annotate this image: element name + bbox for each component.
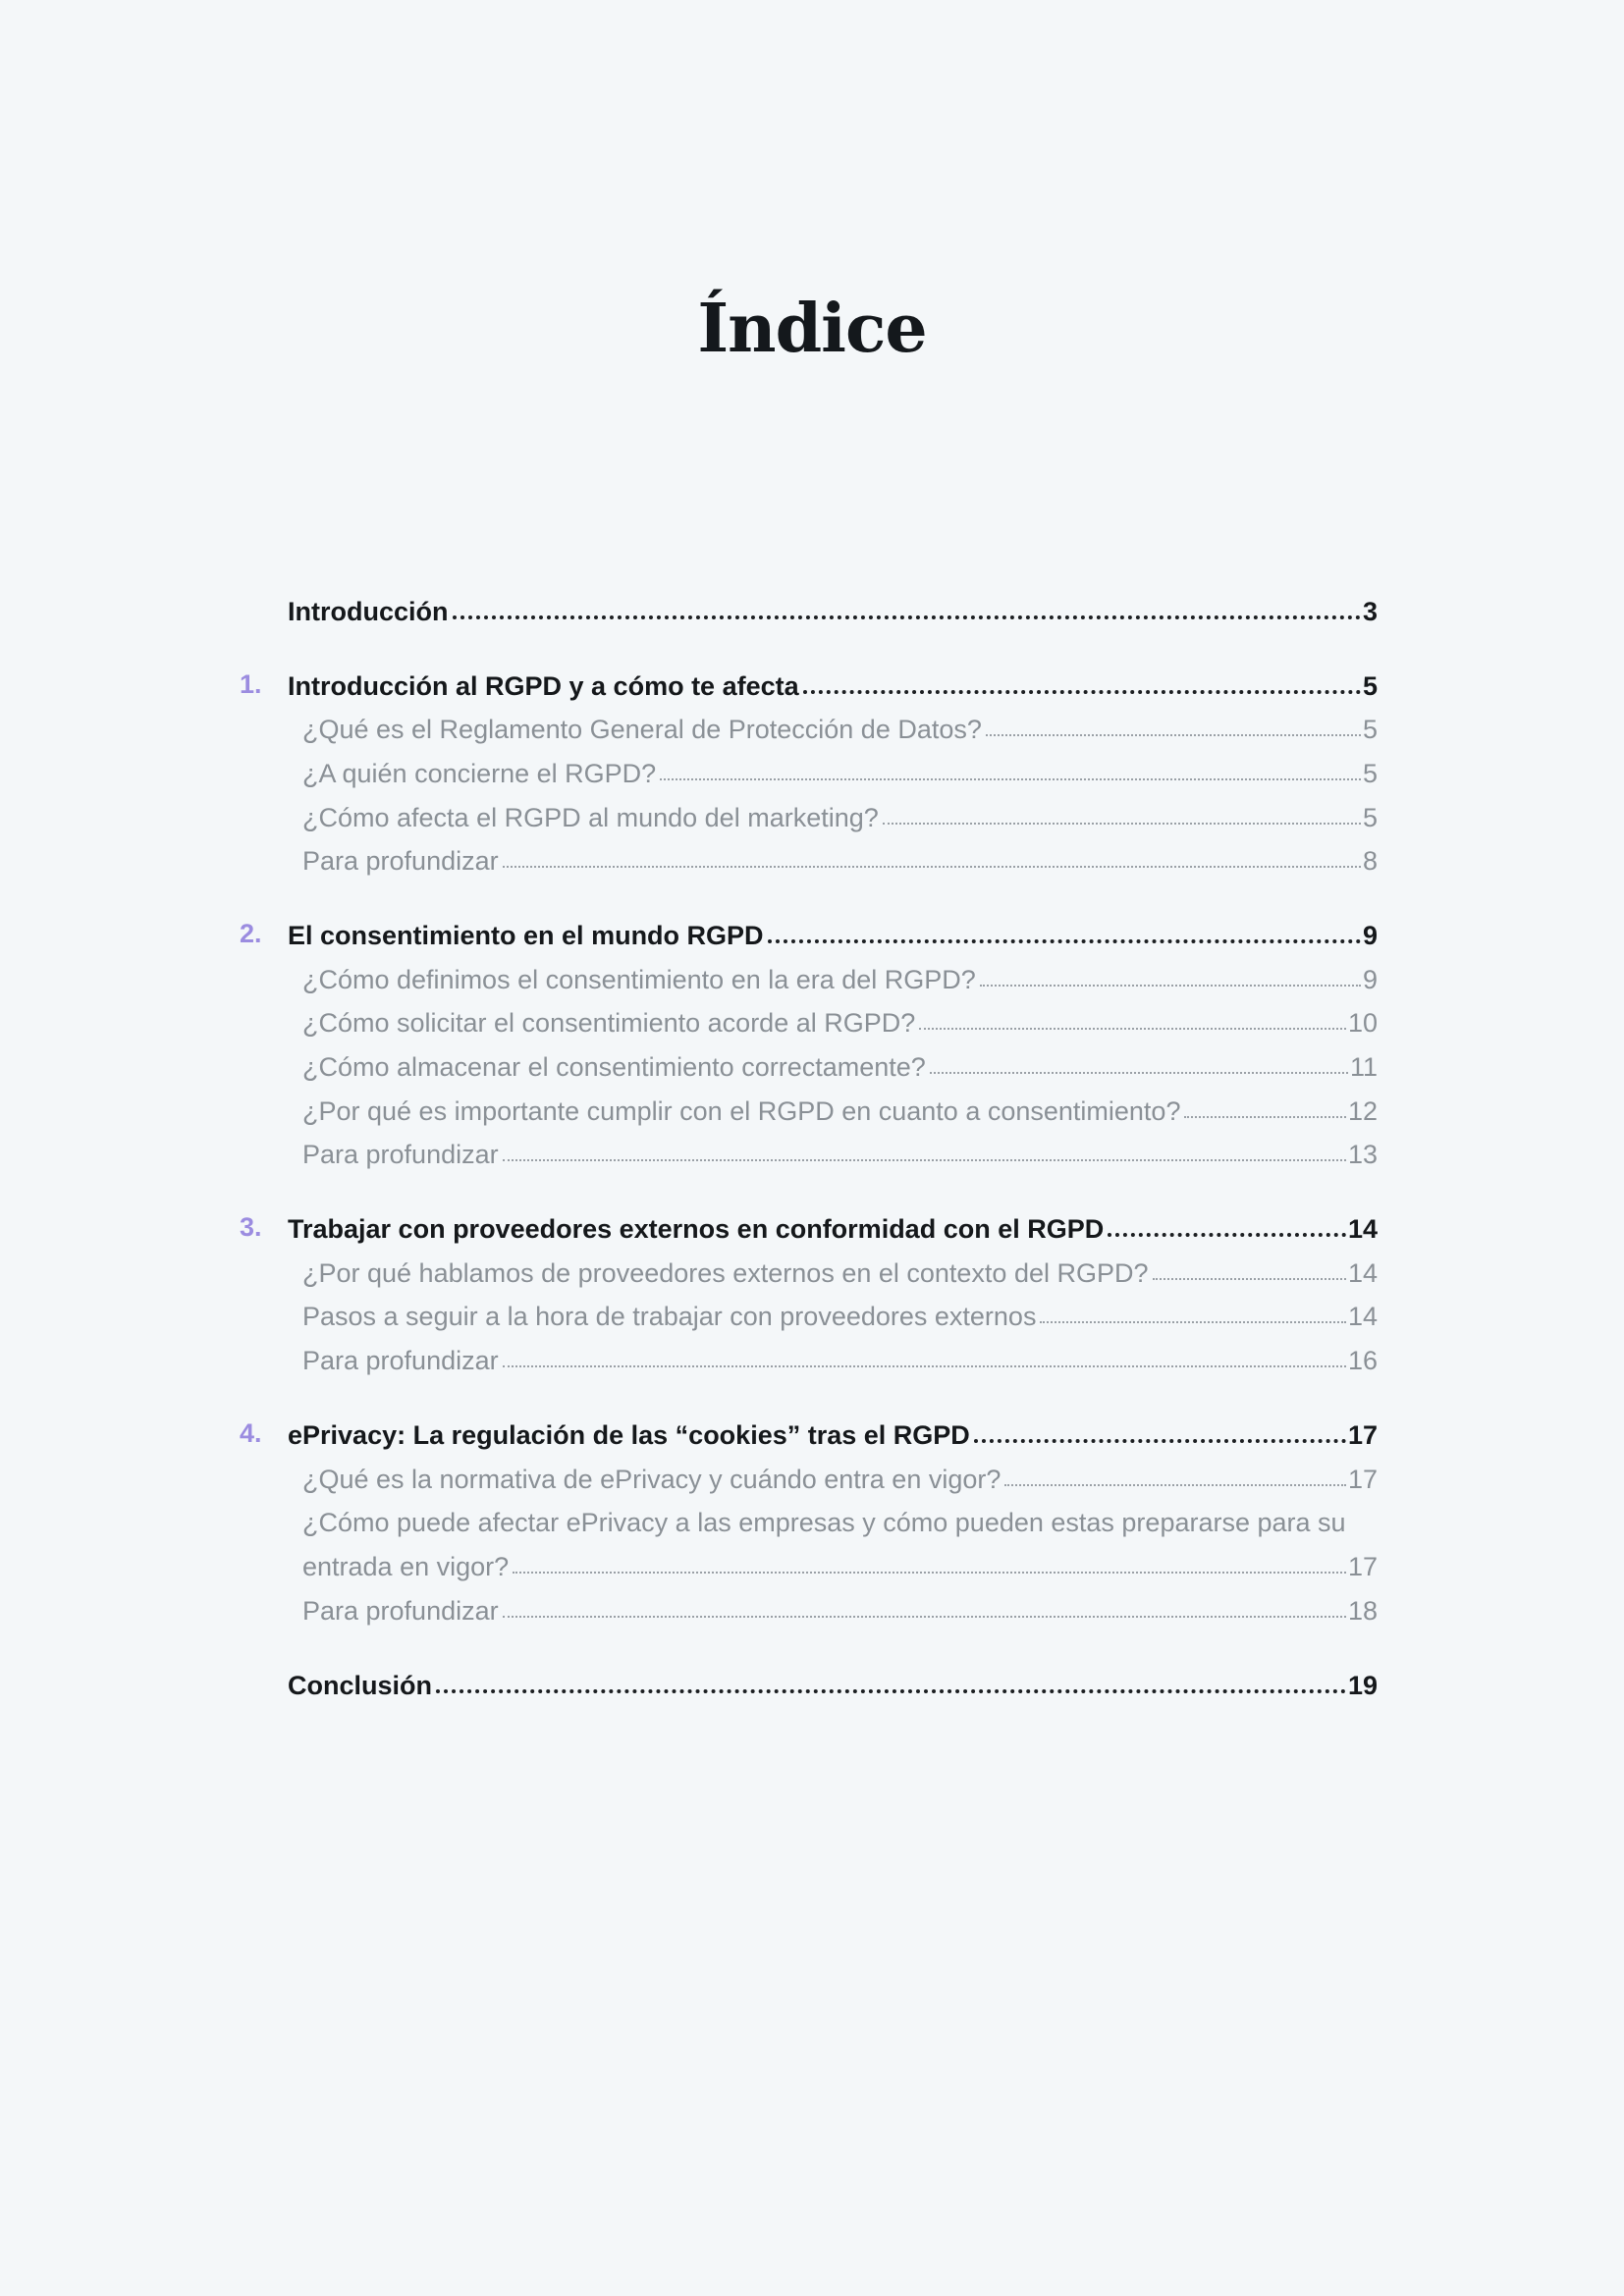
- toc-subentry[interactable]: Para profundizar 16: [302, 1346, 1378, 1375]
- dot-leader: [513, 1570, 1346, 1574]
- dot-leader: [986, 732, 1361, 736]
- dot-leader: [1153, 1276, 1346, 1280]
- toc-subentry[interactable]: Para profundizar 18: [302, 1596, 1378, 1626]
- dot-leader: [1184, 1114, 1345, 1118]
- toc-section-3[interactable]: Trabajar con proveedores externos en conformidad con el RGPD 14: [288, 1214, 1378, 1244]
- dot-leader: [803, 686, 1361, 694]
- toc-subentry[interactable]: ¿A quién concierne el RGPD? 5: [302, 759, 1378, 788]
- toc-subentry[interactable]: ¿Cómo afecta el RGPD al mundo del marketing? 5: [302, 803, 1378, 832]
- toc-section-4[interactable]: ePrivacy: La regulación de las “cookies” tras el RGPD 17: [288, 1420, 1378, 1450]
- toc-subentry[interactable]: Pasos a seguir a la hora de trabajar con proveedores externos 14: [302, 1302, 1378, 1331]
- dot-leader: [453, 612, 1361, 619]
- toc-subentry[interactable]: ¿Cómo solicitar el consentimiento acorde al RGPD? 10: [302, 1008, 1378, 1038]
- dot-leader: [503, 1363, 1346, 1367]
- toc-subentry[interactable]: Para profundizar 13: [302, 1140, 1378, 1169]
- dot-leader: [768, 935, 1361, 943]
- toc-subentry[interactable]: ¿Qué es la normativa de ePrivacy y cuándo entra en vigor? 17: [302, 1465, 1378, 1494]
- toc-subentry[interactable]: ¿Cómo definimos el consentimiento en la era del RGPD? 9: [302, 965, 1378, 994]
- page-title: Índice: [697, 290, 927, 368]
- toc-subentry[interactable]: ¿Cómo almacenar el consentimiento correctamente? 11: [302, 1052, 1378, 1082]
- toc-subentry[interactable]: ¿Por qué es importante cumplir con el RGPD en cuanto a consentimiento? 12: [302, 1096, 1378, 1126]
- dot-leader: [503, 1157, 1346, 1161]
- toc-subentry[interactable]: Para profundizar 8: [302, 846, 1378, 876]
- dot-leader: [503, 864, 1361, 868]
- dot-leader: [930, 1070, 1348, 1074]
- toc-section-2[interactable]: El consentimiento en el mundo RGPD 9: [288, 921, 1378, 950]
- dot-leader: [503, 1614, 1346, 1618]
- toc-subentry[interactable]: ¿Por qué hablamos de proveedores externos en el contexto del RGPD? 14: [302, 1258, 1378, 1288]
- toc-subentry[interactable]: ¿Qué es el Reglamento General de Protección de Datos? 5: [302, 715, 1378, 744]
- dot-leader: [436, 1685, 1346, 1693]
- section-number: 1.: [240, 669, 262, 699]
- toc-entry-conclusion[interactable]: Conclusión 19: [288, 1671, 1378, 1700]
- toc-section-1[interactable]: Introducción al RGPD y a cómo te afecta 5: [288, 671, 1378, 701]
- section-number: 4.: [240, 1418, 262, 1448]
- dot-leader: [974, 1435, 1346, 1443]
- toc-entry-introduccion[interactable]: Introducción 3: [288, 597, 1378, 626]
- toc-subentry-line1[interactable]: ¿Cómo puede afectar ePrivacy a las empresas y cómo pueden estas prepararse para su: [302, 1508, 1346, 1537]
- dot-leader: [660, 776, 1361, 780]
- dot-leader: [1040, 1319, 1346, 1323]
- dot-leader: [980, 983, 1361, 987]
- section-number: 2.: [240, 919, 262, 948]
- toc-subentry-line2[interactable]: entrada en vigor? 17: [302, 1552, 1378, 1581]
- dot-leader: [1108, 1229, 1346, 1237]
- section-number: 3.: [240, 1212, 262, 1242]
- dot-leader: [919, 1026, 1346, 1030]
- dot-leader: [1004, 1482, 1346, 1486]
- dot-leader: [883, 821, 1361, 825]
